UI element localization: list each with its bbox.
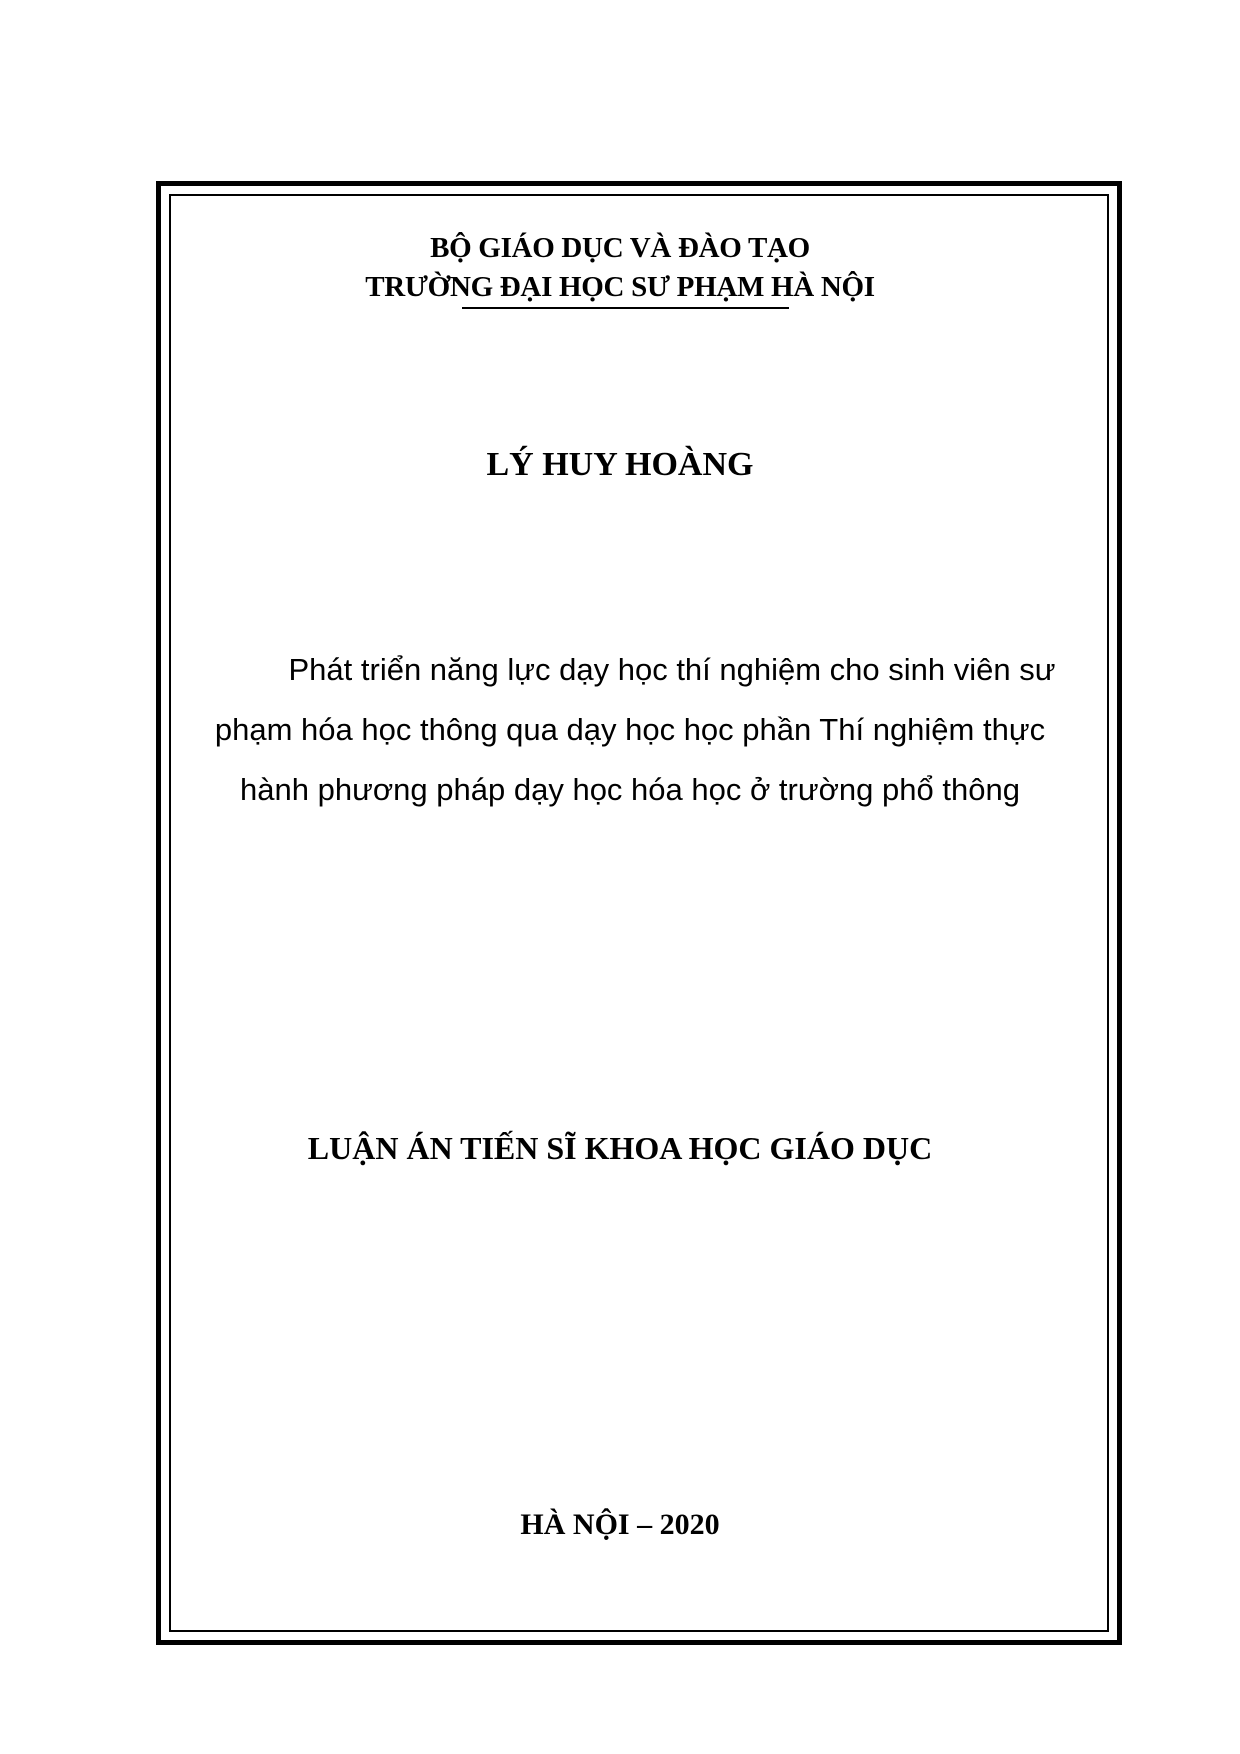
degree-label: LUẬN ÁN TIẾN SĨ KHOA HỌC GIÁO DỤC	[307, 1130, 933, 1166]
thesis-title: Phát triển năng lực dạy học thí nghiệm cho sinh viên sư phạm hóa học thông qua dạy học học phần Thí nghiệm thực hành phương pháp dạy học hóa học ở trường phổ thông	[214, 652, 1056, 807]
page-border-outer	[156, 181, 1122, 1645]
page-border-inner	[169, 194, 1109, 1632]
author-name: LÝ HUY HOÀNG	[486, 446, 754, 483]
ministry-name: BỘ GIÁO DỤC VÀ ĐÀO TẠO	[430, 232, 810, 264]
header-divider	[462, 307, 789, 309]
place-year: HÀ NỘI – 2020	[520, 1508, 720, 1541]
university-name: TRƯỜNG ĐẠI HỌC SƯ PHẠM HÀ NỘI	[365, 271, 875, 303]
